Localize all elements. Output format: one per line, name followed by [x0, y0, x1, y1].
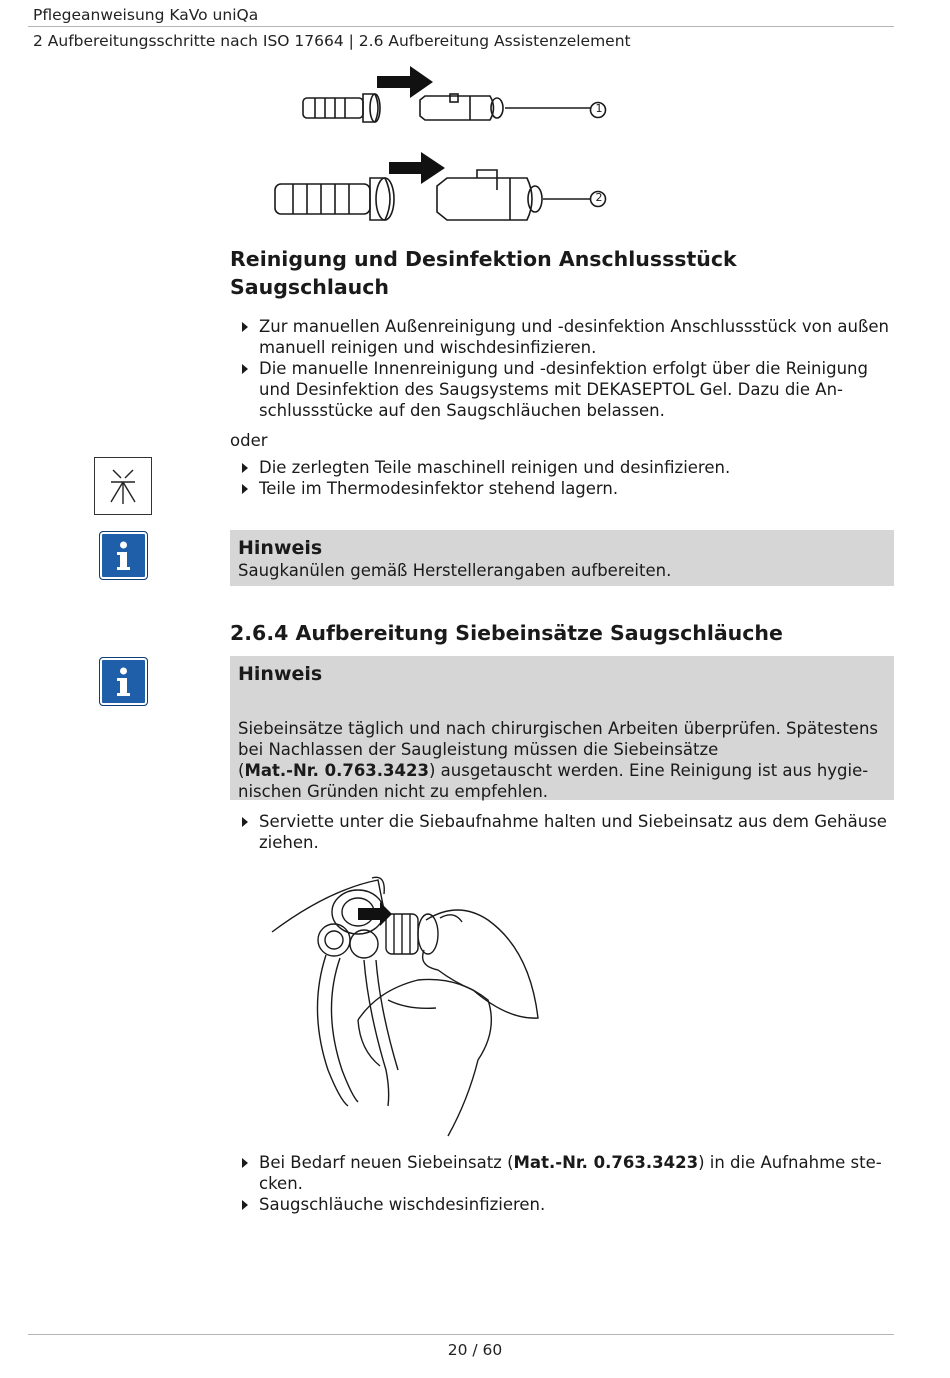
alternative-label: oder [230, 431, 268, 450]
list-item [240, 316, 896, 358]
note-line: bei Nachlassen der Saugleistung müssen die Siebeinsätze [238, 740, 719, 759]
section-heading [230, 245, 737, 301]
note-line: Siebeinsätze täglich und nach chirurgischen Arbeiten überprüfen. Spätestens [238, 719, 879, 738]
callout-2: 2 [595, 191, 603, 204]
machine-cleaning-list [240, 457, 896, 499]
bullet-arrow-icon [242, 817, 248, 827]
note-line: ) ausgetauscht werden. Eine Reinigung ist aus hygie- [428, 761, 869, 780]
strainer-steps-list [240, 811, 896, 853]
list-item-text: Saugschläuche wischdesinfizieren. [259, 1195, 546, 1214]
connector-illustration [265, 60, 615, 230]
note-box [230, 656, 894, 800]
manual-cleaning-list [240, 316, 896, 421]
washer-disinfector-icon [94, 457, 152, 515]
header-divider [28, 26, 894, 27]
bullet-arrow-icon [242, 1158, 248, 1168]
note-title: Hinweis [238, 537, 323, 559]
bullet-arrow-icon [242, 364, 248, 374]
list-item-text: Bei Bedarf neuen Siebeinsatz ( [259, 1153, 514, 1172]
section-heading-2-6-4: 2.6.4 Aufbereitung Siebeinsätze Saugschläuche [230, 621, 783, 645]
info-icon [99, 657, 148, 706]
list-item-text: Die manuelle Innenreinigung und -desinfektion erfolgt über die Reinigung [259, 359, 868, 378]
list-item-text: schlussstücke auf den Saugschläuchen belassen. [259, 401, 665, 420]
note-title: Hinweis [238, 663, 323, 685]
list-item-text: Teile im Thermodesinfektor stehend lagern. [259, 479, 619, 498]
page-number: 20 / 60 [447, 1341, 503, 1359]
list-item [240, 358, 896, 421]
list-item-text: Serviette unter die Siebaufnahme halten und Siebeinsatz aus dem Gehäuse [259, 812, 887, 831]
list-item [240, 1194, 896, 1215]
strainer-removal-illustration [268, 870, 543, 1140]
list-item-text: ziehen. [259, 833, 319, 852]
note-box [230, 530, 894, 586]
section-heading-line1: Reinigung und Desinfektion Anschlussstück [230, 247, 737, 271]
list-item-text: cken. [259, 1174, 303, 1193]
section-heading-line2: Saugschlauch [230, 275, 390, 299]
list-item [240, 811, 896, 853]
callout-1: 1 [595, 102, 603, 115]
note-line: nischen Gründen nicht zu empfehlen. [238, 782, 549, 801]
list-item [240, 457, 896, 478]
note-text [238, 718, 886, 802]
note-text: Saugkanülen gemäß Herstellerangaben aufbereiten. [238, 561, 672, 580]
document-title: Pflegeanweisung KaVo uniQa [33, 6, 259, 24]
note-line: ( [238, 761, 245, 780]
bullet-arrow-icon [242, 463, 248, 473]
bullet-arrow-icon [242, 1200, 248, 1210]
breadcrumb: 2 Aufbereitungsschritte nach ISO 17664 | 2.6 Aufbereitung Assistenzelement [33, 32, 631, 50]
list-item-text: manuell reinigen und wischdesinfizieren. [259, 338, 597, 357]
footer-divider [28, 1334, 894, 1335]
list-item-text: ) in die Aufnahme ste- [698, 1153, 882, 1172]
list-item-text: Die zerlegten Teile maschinell reinigen und desinfizieren. [259, 458, 731, 477]
list-item [240, 1152, 896, 1194]
list-item [240, 478, 896, 499]
strainer-steps-list-continued [240, 1152, 896, 1215]
bullet-arrow-icon [242, 484, 248, 494]
list-item-text: Zur manuellen Außenreinigung und -desinfektion Anschlussstück von außen [259, 317, 889, 336]
info-icon [99, 531, 148, 580]
material-number: Mat.-Nr. 0.763.3423 [513, 1153, 699, 1172]
list-item-text: und Desinfektion des Saugsystems mit DEKASEPTOL Gel. Dazu die An- [259, 380, 843, 399]
material-number: Mat.-Nr. 0.763.3423 [244, 761, 429, 780]
bullet-arrow-icon [242, 322, 248, 332]
